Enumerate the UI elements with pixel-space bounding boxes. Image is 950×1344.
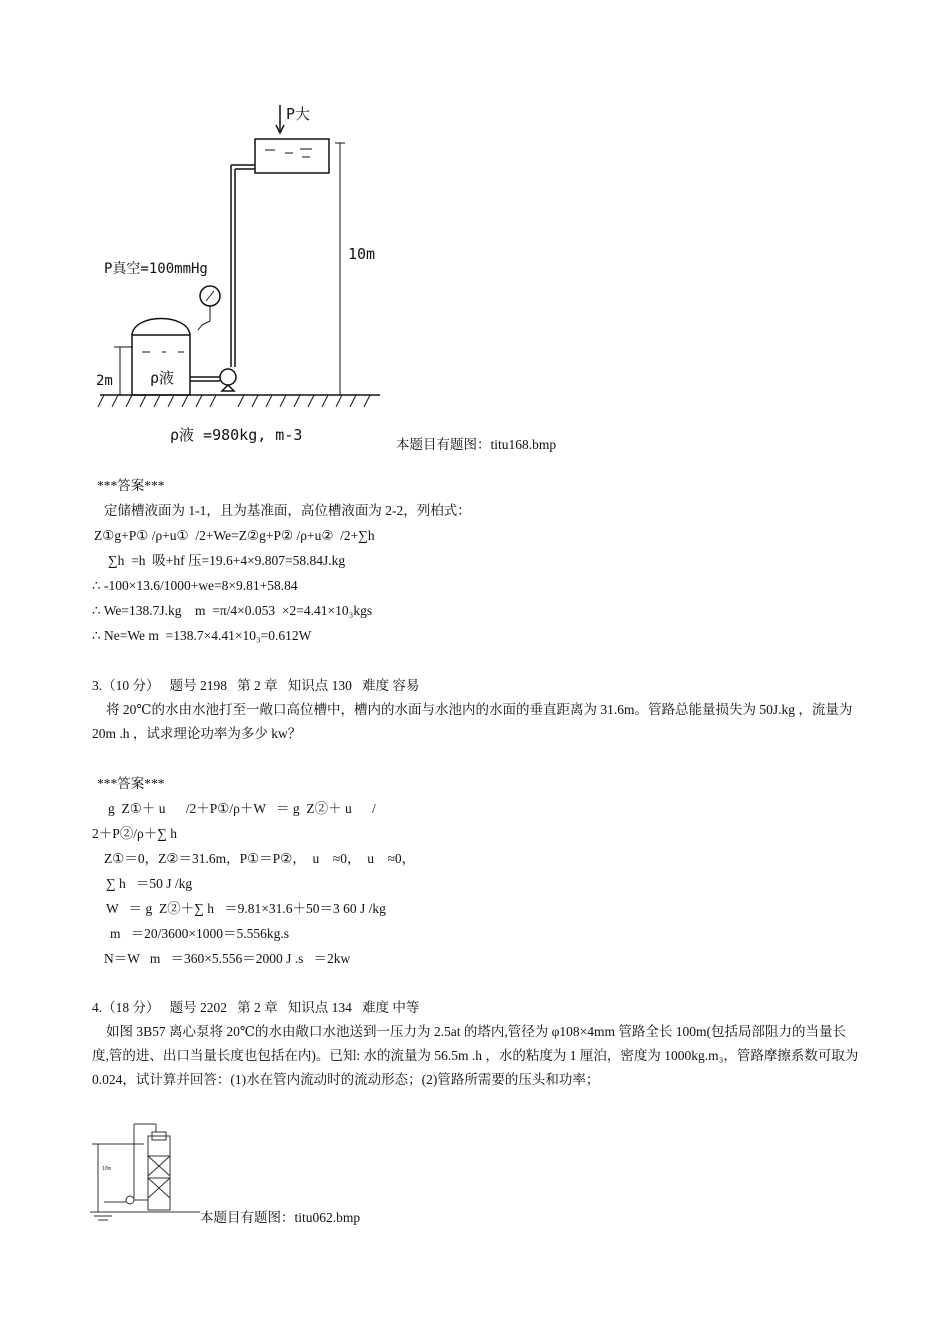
pump xyxy=(126,1196,134,1204)
q3-answer-line: N＝W m ＝360×5.556＝2000 J .s ＝2kw xyxy=(104,951,351,966)
upper-tank xyxy=(255,139,329,173)
q3-body: 将 20℃的水由水池打至一敞口高位槽中，槽内的水面与水池内的水面的垂直距离为 31.6m。管路总能量损失为 50J.kg ，流量为 20m .h ，试求理论功率为多少 kw？ xyxy=(92,702,853,741)
q3-answer-line: m ＝20/3600×1000＝5.556kg.s xyxy=(110,926,289,941)
answer1-line: ∴ We=138.7J.kg m =π/4×0.053 ×2=4.41×10₃kgs xyxy=(92,603,373,618)
label-10m: 10m xyxy=(102,1166,112,1172)
q3-answer-line: ∑ h ＝50 J /kg xyxy=(106,876,193,891)
q3-answer-line: g Z①＋ u /2＋P①/ρ＋W ＝ g Z②＋ u / xyxy=(108,801,376,816)
answer1-line: 定储槽液面为 1-1，且为基准面，高位槽液面为 2-2，列柏式： xyxy=(104,503,471,518)
figure1-caption: 本题目有题图：titu168.bmp xyxy=(396,437,557,452)
q4-header: 4.（18 分） 题号 2202 第 2 章 知识点 134 难度 中等 xyxy=(92,1000,420,1015)
q3-answer-line: Z①＝0，Z②＝31.6m，P①＝P②， u ≈0， u ≈0， xyxy=(104,851,416,866)
figure2-caption: 本题目有题图：titu062.bmp xyxy=(200,1210,361,1225)
tank-dome xyxy=(132,319,190,336)
q3-answer-heading: ***答案*** xyxy=(97,776,165,791)
label-vacuum: P真空=100mmHg xyxy=(104,261,208,277)
pump xyxy=(220,369,236,385)
answer1-line: ∴ Ne=We m =138.7×4.41×10₃=0.612W xyxy=(92,628,312,643)
answer1-line: ∴ -100×13.6/1000+we=8×9.81+58.84 xyxy=(92,578,298,593)
q4-body: 如图 3B57 离心泵将 20℃的水由敞口水池送到一压力为 2.5at 的塔内,管径为 φ108×4mm 管路全长 100m(包括局部阻力的当量长度,管的进、出口当量长度也包括在内)。已知: 水的流量为 56.5m .h ，水的粘度为 1 厘泊，密度为 1000kg.m₃，管路摩擦系数可取为 0.024，试计算并回答：(1)水在管内流动时的流动形态；(2)管路所需要的压头和功率； xyxy=(92,1024,859,1087)
answer1-line: Z①g+P① /ρ+u① /2+We=Z②g+P② /ρ+u② /2+∑h xyxy=(94,528,375,543)
label-2m: 2m xyxy=(96,373,113,389)
label-density: ρ液 =980kg, m-3 xyxy=(170,426,303,444)
q3-answer-line: W ＝ g Z②＋∑ h ＝9.81×31.6＋50＝3 60 J /kg xyxy=(106,901,386,916)
tank-pump-diagram xyxy=(90,95,390,455)
label-p-atm: P大 xyxy=(286,105,311,123)
label-rho: ρ液 xyxy=(150,369,175,387)
q3-header: 3.（10 分） 题号 2198 第 2 章 知识点 130 难度 容易 xyxy=(92,678,420,693)
answer1-line: ∑h =h 吸+hf 压=19.6+4×9.807=58.84J.kg xyxy=(108,553,346,568)
answer1-heading: ***答案*** xyxy=(97,478,165,493)
tower-diagram xyxy=(90,1120,200,1225)
q3-answer-line: 2＋P②/ρ＋∑ h xyxy=(92,826,177,841)
label-height: 10m xyxy=(348,245,376,263)
